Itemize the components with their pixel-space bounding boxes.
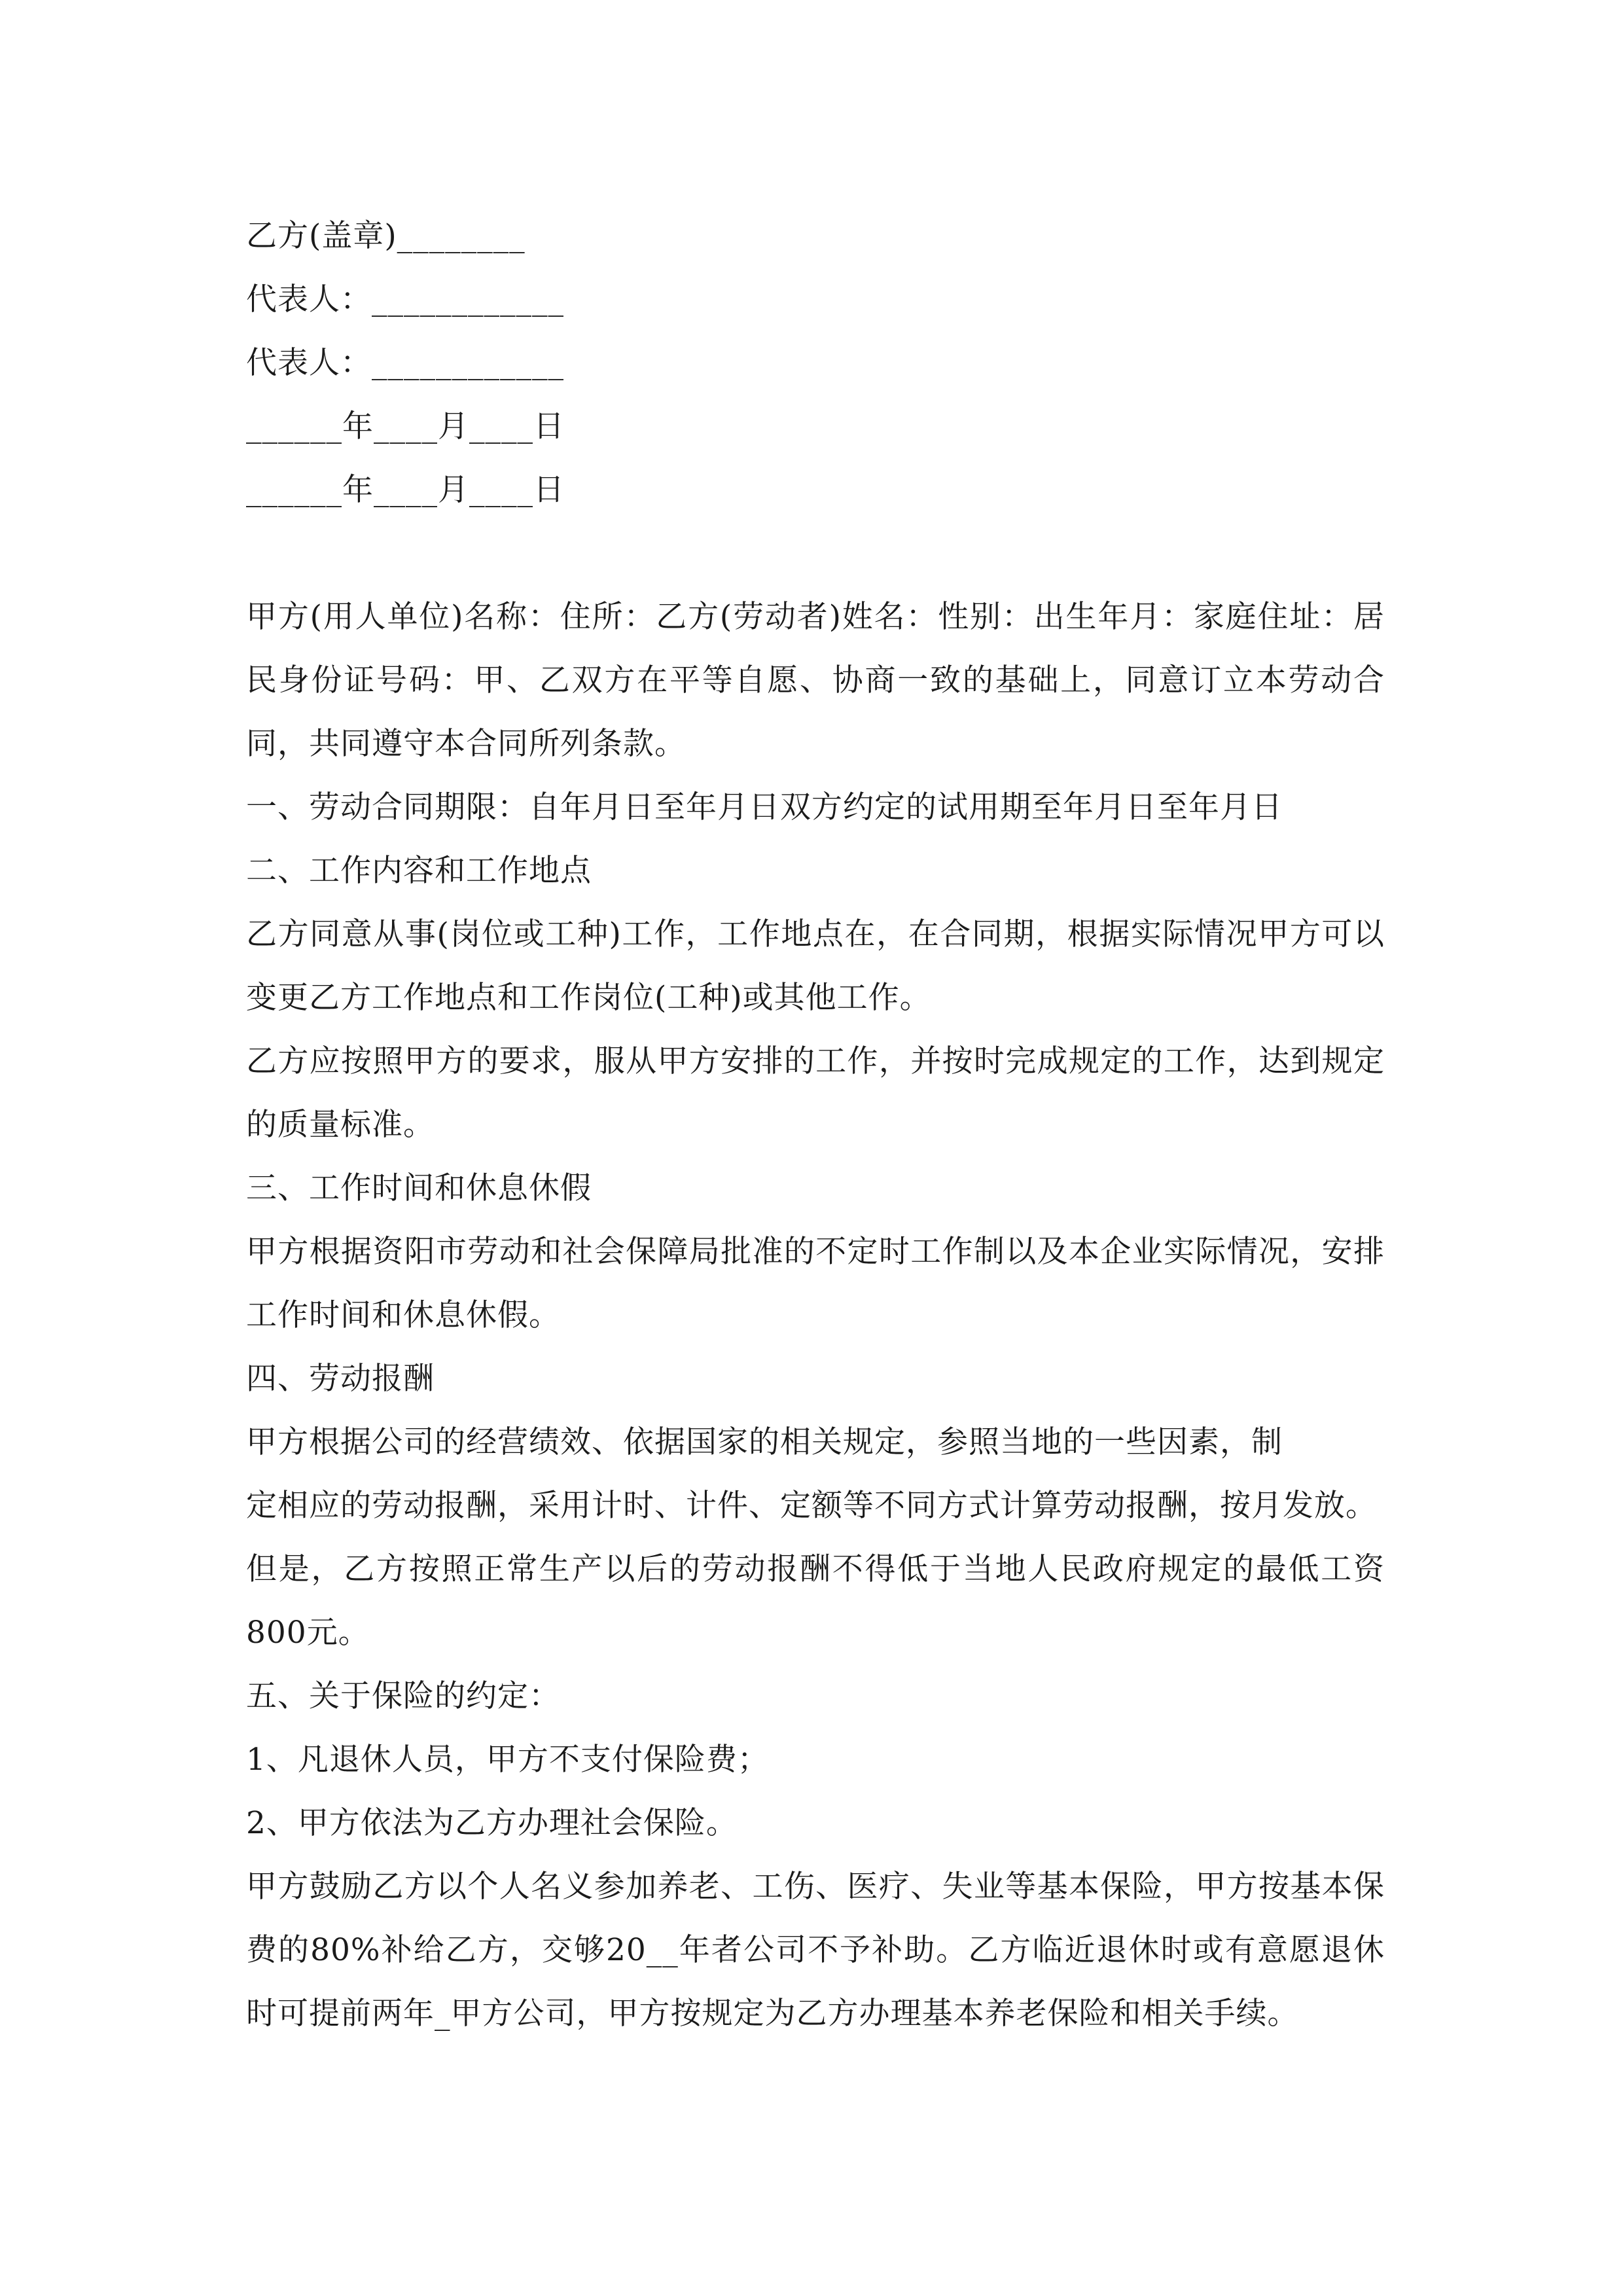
date-line-2: ______年____月____日 — [246, 472, 565, 508]
section-4-title: 四、劳动报酬 — [246, 1361, 435, 1397]
section-2-title: 二、工作内容和工作地点 — [246, 853, 592, 889]
representative-line-1: 代表人：____________ — [246, 281, 564, 317]
section-2-paragraph-2: 乙方应按照甲方的要求，服从甲方安排的工作，并按时完成规定的工作，达到规定的质量标准。 — [246, 1043, 1385, 1143]
section-2-paragraph-1: 乙方同意从事(岗位或工种)工作，工作地点在，在合同期，根据实际情况甲方可以变更乙方工作地点和工作岗位(工种)或其他工作。 — [246, 916, 1385, 1016]
representative-line-2: 代表人：____________ — [246, 345, 564, 381]
blank-spacer — [246, 522, 1385, 585]
contract-intro: 甲方(用人单位)名称：住所：乙方(劳动者)姓名：性别：出生年月：家庭住址：居民身份证号码：甲、乙双方在平等自愿、协商一致的基础上，同意订立本劳动合同，共同遵守本合同所列条款。 — [246, 599, 1385, 762]
date-line-1: ______年____月____日 — [246, 408, 565, 444]
section-5-item-2: 2、甲方依法为乙方办理社会保险。 — [246, 1805, 738, 1841]
party-b-seal-line: 乙方(盖章)________ — [246, 218, 526, 254]
section-3-paragraph-1: 甲方根据资阳市劳动和社会保障局批准的不定时工作制以及本企业实际情况，安排工作时间和休息休假。 — [246, 1234, 1385, 1333]
section-4-paragraph-1-line-2: 定相应的劳动报酬，采用计时、计件、定额等不同方式计算劳动报酬，按月发放。 — [246, 1488, 1377, 1524]
section-3-title: 三、工作时间和休息休假 — [246, 1170, 592, 1206]
section-1-term: 一、劳动合同期限：自年月日至年月日双方约定的试用期至年月日至年月日 — [246, 789, 1283, 825]
section-5-item-1: 1、凡退休人员，甲方不支付保险费； — [246, 1742, 769, 1778]
document-body — [246, 204, 1385, 2045]
section-4-paragraph-1-line-1: 甲方根据公司的经营绩效、依据国家的相关规定，参照当地的一些因素，制 — [246, 1424, 1283, 1460]
section-5-paragraph-1: 甲方鼓励乙方以个人名义参加养老、工伤、医疗、失业等基本保险，甲方按基本保费的80%补给乙方，交够20__年者公司不予补助。乙方临近退休时或有意愿退休时可提前两年_甲方公司，甲方按规定为乙方办理基本养老保险和相关手续。 — [246, 1869, 1385, 2032]
section-5-title: 五、关于保险的约定： — [246, 1678, 560, 1714]
section-4-paragraph-2: 但是，乙方按照正常生产以后的劳动报酬不得低于当地人民政府规定的最低工资800元。 — [246, 1551, 1385, 1651]
